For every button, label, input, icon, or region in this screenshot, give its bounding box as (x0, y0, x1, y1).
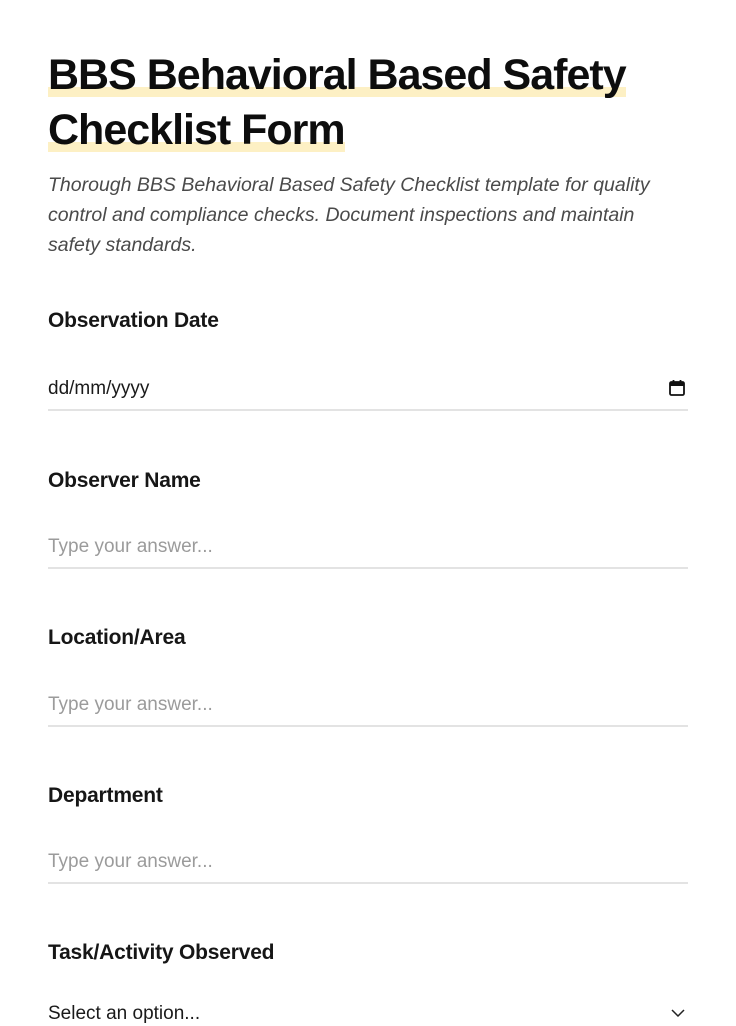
location-area-field[interactable] (48, 683, 688, 727)
observation-date-label: Observation Date (48, 309, 219, 332)
task-activity-select[interactable] (48, 996, 688, 1024)
department-label: Department (48, 784, 163, 807)
task-activity-label: Task/Activity Observed (48, 941, 275, 964)
chevron-down-icon[interactable] (670, 1006, 686, 1020)
location-area-label: Location/Area (48, 626, 186, 649)
form-title-line-1: BBS Behavioral Based Safety (48, 51, 626, 99)
form-container (48, 48, 688, 260)
observer-name-label: Observer Name (48, 469, 201, 492)
form-title-line-2: Checklist Form (48, 106, 345, 154)
observation-date-field[interactable] (48, 367, 688, 411)
observation-date-value: dd/mm/yyyy (48, 378, 150, 399)
calendar-icon[interactable] (668, 379, 686, 397)
department-field[interactable] (48, 840, 688, 884)
observer-name-placeholder: Type your answer... (48, 536, 213, 557)
observer-name-field[interactable] (48, 525, 688, 569)
task-activity-selected-value: Select an option... (48, 1003, 201, 1024)
form-description: Thorough BBS Behavioral Based Safety Checklist template for quality control and compliance checks. Document inspections and maintain safety standards. (48, 174, 650, 256)
form-title (48, 48, 688, 158)
location-area-placeholder: Type your answer... (48, 694, 213, 715)
department-placeholder: Type your answer... (48, 851, 213, 872)
